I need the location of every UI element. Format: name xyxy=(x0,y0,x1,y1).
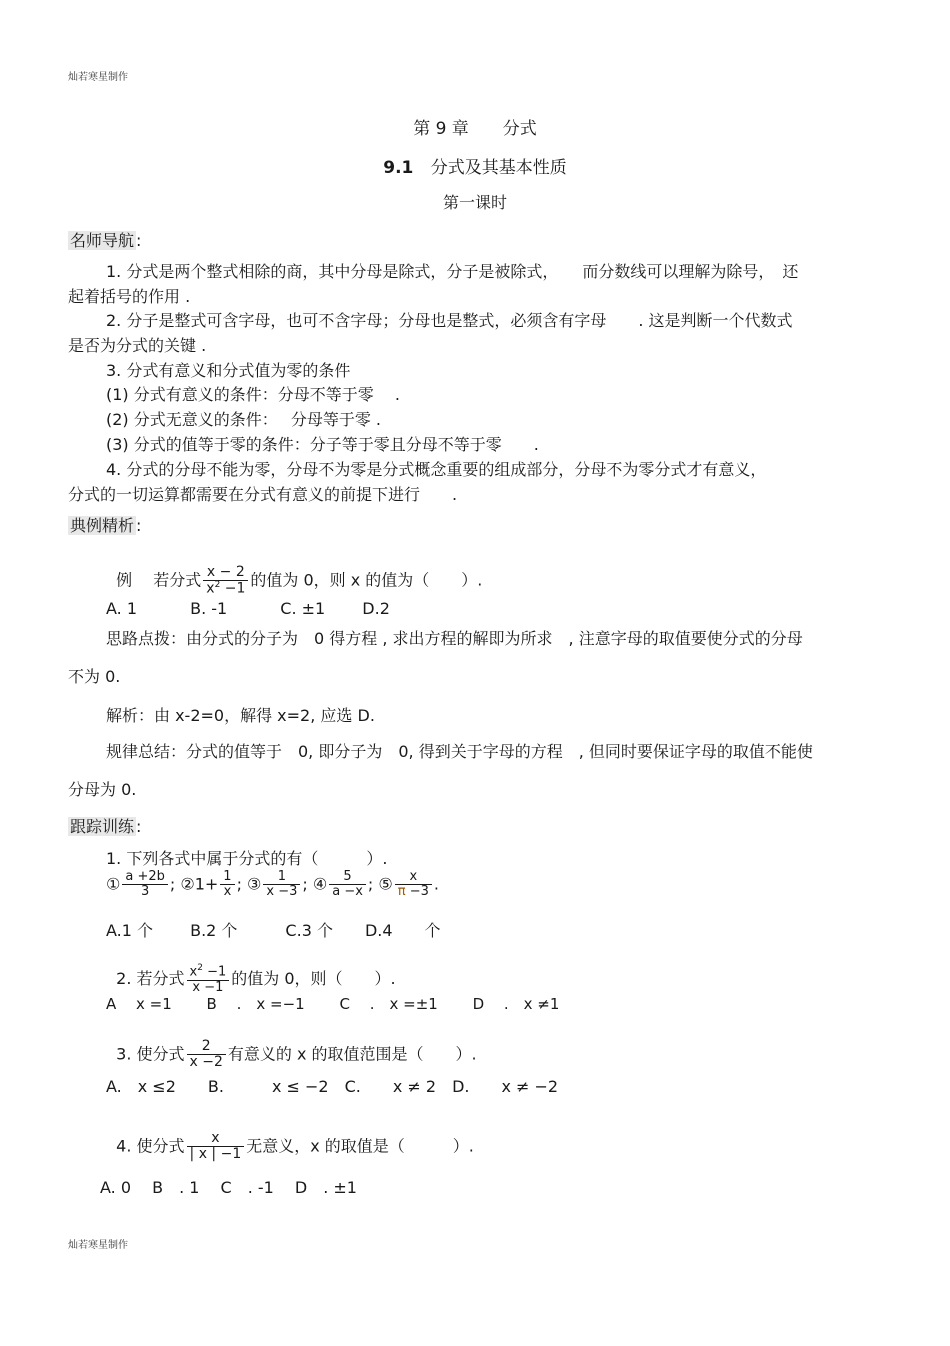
guide-p3-3: (3) 分式的值等于零的条件：分子等于零且分母不等于零 . xyxy=(106,435,539,454)
q1-fraction-2: $\frac{1}{x}$ xyxy=(220,870,234,900)
example-summary-b: 分母为 0. xyxy=(68,780,137,799)
section-title-line xyxy=(0,153,950,178)
example-options: A. 1 B. -1 C. ±1 D.2 xyxy=(106,599,390,618)
guide-p3-2: (2) 分式无意义的条件： 分母等于零 . xyxy=(106,410,382,429)
example-solution: 解析：由 x-2=0，解得 x=2, 应选 D. xyxy=(106,706,375,725)
example-hint-b: 不为 0. xyxy=(68,667,121,686)
practice-q4: 4. 使分式 $\frac{x}{| x | -1}$ 无意义，x 的取值是（ ）. xyxy=(116,1130,474,1163)
guide-p1a: 1. 分式是两个整式相除的商，其中分母是除式，分子是被除式， 而分数线可以理解为除号， 还 xyxy=(106,262,799,281)
guide-p2a: 2. 分子是整式可含字母，也可不含字母；分母也是整式，必须含有字母 . 这是判断一个代数式 xyxy=(106,311,793,330)
guide-p3-1: (1) 分式有意义的条件：分母不等于零 . xyxy=(106,385,400,404)
section-title: 分式及其基本性质 xyxy=(430,158,567,178)
guide-p4a: 4. 分式的分母不能为零，分母不为零是分式概念重要的组成部分，分母不为零分式才有意义， xyxy=(106,460,767,479)
q1-fraction-4: $\frac{5}{a -x}$ xyxy=(329,870,366,900)
practice-q4-options: A. 0 B . 1 C . -1 D . ±1 xyxy=(100,1178,357,1197)
practice-q1: 1. 下列各式中属于分式的有（ ）. xyxy=(106,849,388,868)
q1-fraction-5: $\frac{x}{\pi -3}$ xyxy=(395,870,432,900)
example-heading: 典例精析 : xyxy=(70,516,142,535)
header-note: 灿若寒星制作 xyxy=(68,72,128,83)
guide-p3: 3. 分式有意义和分式值为零的条件 xyxy=(106,361,351,380)
guide-p2b: 是否为分式的关键 . xyxy=(68,336,207,355)
example-fraction: $\frac{x - 2}{x^2 -1}$ xyxy=(203,565,248,597)
q4-fraction: $\frac{x}{| x | -1}$ xyxy=(187,1131,245,1163)
q1-fraction-1: $\frac{a +2b}{3}$ xyxy=(122,870,168,900)
example-summary-a: 规律总结：分式的值等于 0, 即分子为 0, 得到关于字母的方程 , 但同时要保证字母的取值不能使 xyxy=(106,742,813,761)
practice-q3: 3. 使分式 $\frac{2}{x -2}$ 有意义的 x 的取值范围是（ ）. xyxy=(116,1038,477,1071)
practice-q2-options: A x =1 B . x =−1 C . x =±1 D . x ≠1 xyxy=(106,995,560,1013)
practice-q3-options: A. x ≤2 B. x ≤ −2 C. x ≠ 2 D. x ≠ −2 xyxy=(106,1077,559,1096)
practice-q2: 2. 若分式 $\frac{x^2 -1}{x -1}$ 的值为 0，则（ ）. xyxy=(116,963,396,995)
guide-p4b: 分式的一切运算都需要在分式有意义的前提下进行 . xyxy=(68,485,458,504)
example-hint-a: 思路点拨：由分式的分子为 0 得方程 , 求出方程的解即为所求 , 注意字母的取值要使分式的分母 xyxy=(106,629,803,648)
practice-heading: 跟踪训练 : xyxy=(70,817,142,836)
example-question: 例 若分式 $\frac{x - 2}{x^2 -1}$ 的值为 0，则 x 的值为（ ）. xyxy=(116,564,483,598)
section-number: 9.1 xyxy=(383,158,414,178)
footer-note: 灿若寒星制作 xyxy=(68,1240,128,1251)
q1-fraction-3: $\frac{1}{x -3}$ xyxy=(263,870,300,900)
guide-p1b: 起着括号的作用 . xyxy=(68,287,191,306)
practice-q1-items: ① $\frac{a +2b}{3}$ ; ②1+ $\frac{1}{x}$ ; ③ $\frac{1}{x -3}$ ; ④ $\frac{5}{a -x}$ ; ⑤ $\frac{x}{\pi -3}$ . xyxy=(106,869,439,900)
chapter-title: 第 9 章 分式 xyxy=(413,119,537,139)
q2-fraction: $\frac{x^2 -1}{x -1}$ xyxy=(187,964,230,995)
q3-fraction: $\frac{2}{x -2}$ xyxy=(187,1039,226,1071)
practice-q1-options: A.1 个 B.2 个 C.3 个 D.4 个 xyxy=(106,921,441,940)
lesson-title: 第一课时 xyxy=(442,193,507,212)
guide-heading: 名师导航 : xyxy=(70,231,142,250)
